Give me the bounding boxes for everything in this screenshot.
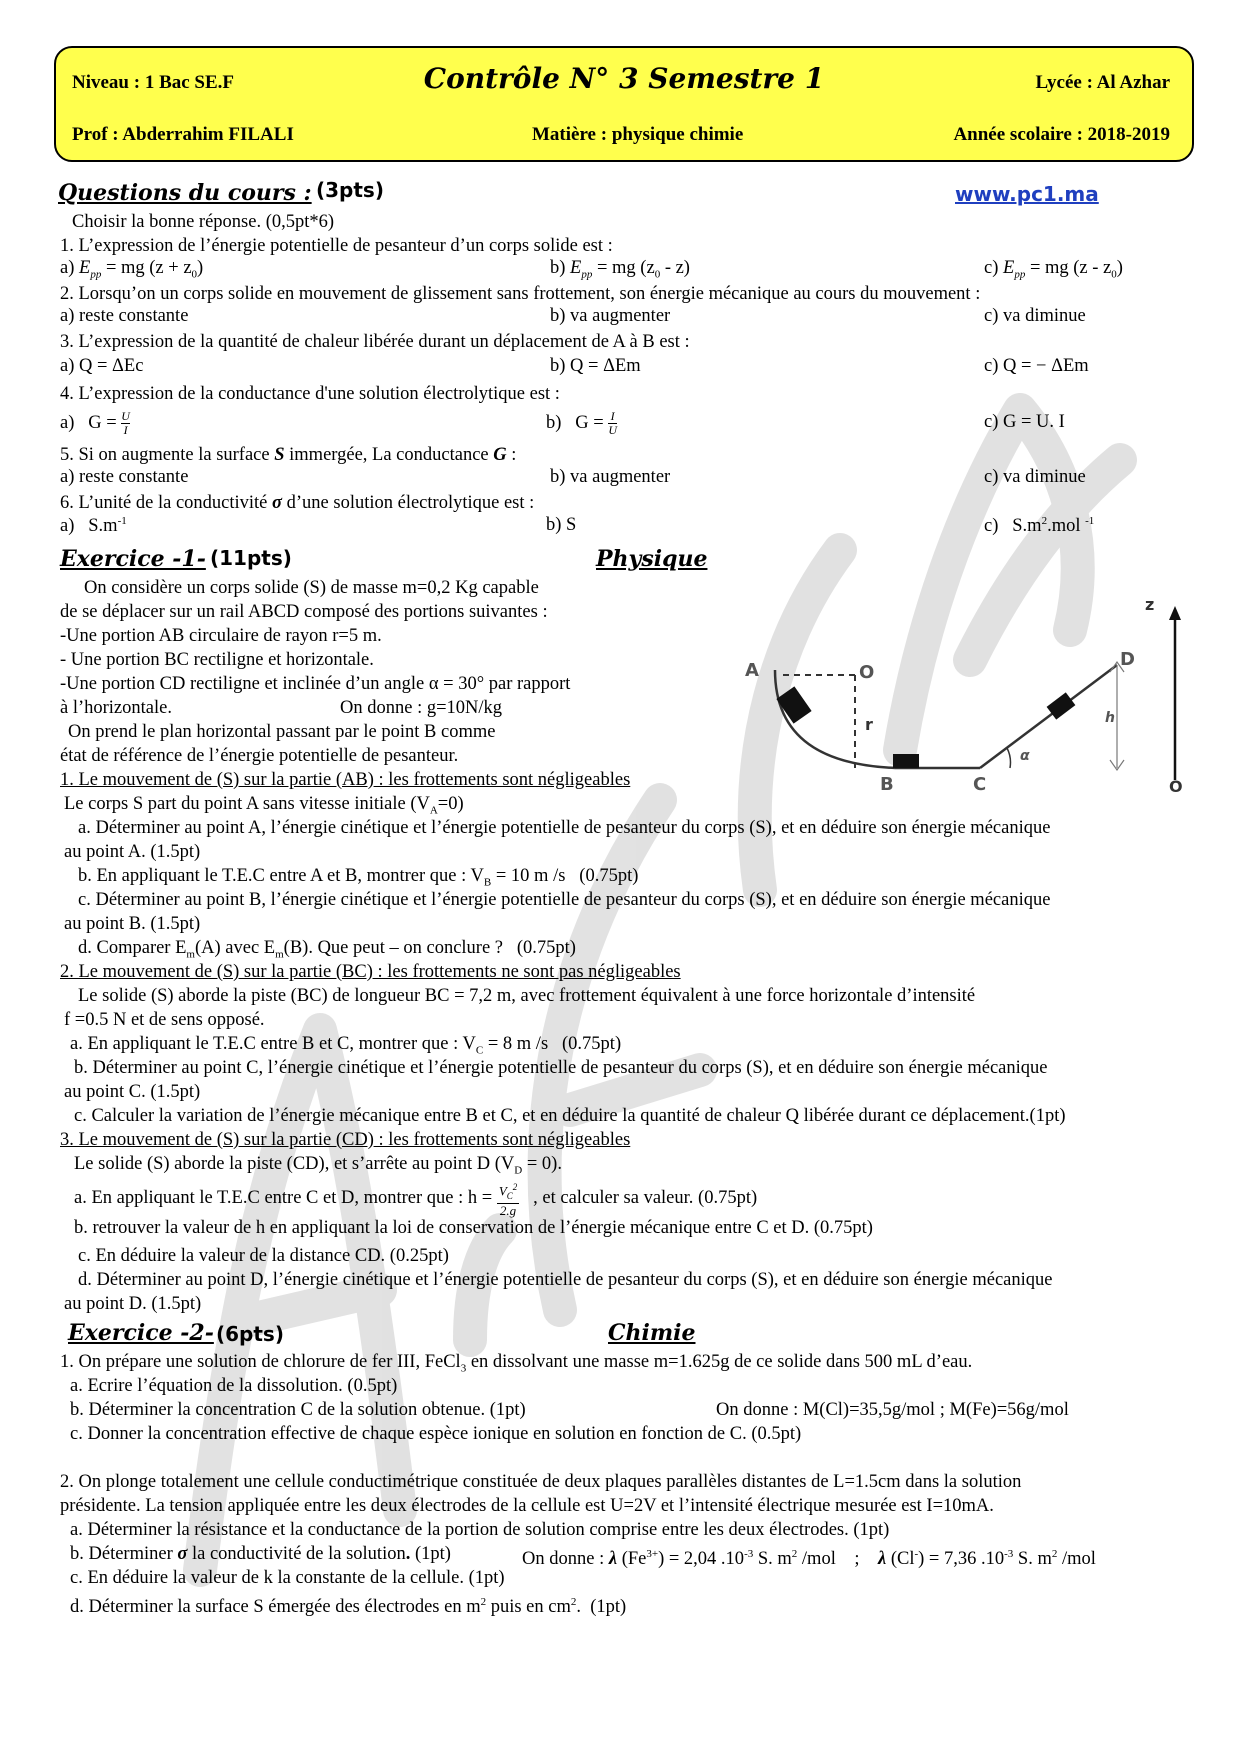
cours-points: (3pts) <box>316 178 384 202</box>
page-title: Contrôle N° 3 Semestre 1 <box>423 62 825 95</box>
ex1-p1a-2: au point A. (1.5pt) <box>64 842 201 862</box>
header-box <box>54 46 1194 162</box>
q2-option-a: a) reste constante <box>60 306 189 326</box>
ex1-p3a: a. En appliquant le T.E.C entre C et D, montrer que : h = $\frac{V_C^2}{2.g}$ , et calculer sa valeur. (0.75pt) <box>74 1182 758 1218</box>
label-z: z <box>1145 595 1155 614</box>
q2-text: 2. Lorsqu’on un corps solide en mouvement de glissement sans frottement, son énergie mécanique au cours du mouvement : <box>60 284 981 304</box>
ex1-part2-intro-1: Le solide (S) aborde la piste (BC) de longueur BC = 7,2 m, avec frottement équivalent à une force horizontale d’intensité <box>78 986 976 1006</box>
ex2-points: (6pts) <box>216 1322 284 1346</box>
lycee-label: Lycée : Al Azhar <box>1035 72 1170 93</box>
ex2-q2a: a. Déterminer la résistance et la conductance de la portion de solution comprise entre les deux électrodes. (1pt) <box>70 1520 890 1540</box>
q4-option-a: a) G = $\frac{U}{I}$ <box>60 409 130 437</box>
label-o: O <box>859 662 875 683</box>
ex1-p2b-2: au point C. (1.5pt) <box>64 1082 201 1102</box>
q2-option-c: c) va diminue <box>984 306 1086 326</box>
q6-option-a: a) $S.m^{-1}$ <box>60 515 127 537</box>
ex2-q2b: b. Déterminer σ la conductivité de la solution. (1pt) <box>70 1544 451 1564</box>
q6-option-b: b) S <box>546 515 577 535</box>
cours-title: Questions du cours : <box>58 180 312 206</box>
label-origin: O <box>1169 777 1183 795</box>
block-bc <box>893 754 919 768</box>
ex1-p1c-2: au point B. (1.5pt) <box>64 914 201 934</box>
segment-cd <box>980 665 1117 768</box>
alpha-arc <box>1007 748 1010 768</box>
q3-text: 3. L’expression de la quantité de chaleur libérée durant un déplacement de A à B est : <box>60 332 690 352</box>
rail-diagram <box>745 590 1205 795</box>
ex1-line-1: On considère un corps solide (S) de masse m=0,2 Kg capable <box>84 578 539 598</box>
q5-option-c: c) va diminue <box>984 467 1086 487</box>
label-alpha: α <box>1020 748 1030 764</box>
matiere-label: Matière : physique chimie <box>532 124 744 145</box>
ex1-part1-intro: Le corps S part du point A sans vitesse initiale $(V_A=0)$ <box>64 794 464 817</box>
q4-option-b: b) G = $\frac{I}{U}$ <box>546 409 618 437</box>
ex2-q1b: b. Déterminer la concentration C de la solution obtenue. (1pt) <box>70 1400 526 1420</box>
label-h: h <box>1105 710 1115 726</box>
website-link[interactable]: www.pc1.ma <box>955 182 1099 206</box>
ex2-q1: 1. On prépare une solution de chlorure de fer III, FeCl$_3$ en dissolvant une masse m=1.625g de ce solide dans 500 mL d’eau. <box>60 1352 973 1375</box>
ex1-subject: Physique <box>596 546 708 572</box>
ex1-part1-title: 1. Le mouvement de (S) sur la partie (AB) : les frottements sont négligeables <box>60 770 631 790</box>
q6-option-c: c) $S.m^2.mol$ $^{-1}$ <box>984 515 1095 537</box>
ex1-p3d-2: au point D. (1.5pt) <box>64 1294 202 1314</box>
q3-option-b: b) Q = ΔEm <box>550 356 641 376</box>
ex2-q2c: c. En déduire la valeur de k la constante de la cellule. (1pt) <box>70 1568 505 1588</box>
ex1-p2c: c. Calculer la variation de l’énergie mécanique entre B et C, et en déduire la quantité de chaleur Q libérée durant ce déplacement.(1pt) <box>74 1106 1066 1126</box>
ex1-part2-title: 2. Le mouvement de (S) sur la partie (BC) : les frottements ne sont pas négligeables <box>60 962 681 982</box>
ex1-part3-intro: Le solide (S) aborde la piste (CD), et s’arrête au point D $(V_D = 0)$. <box>74 1154 562 1177</box>
ex1-p3d-1: d. Déterminer au point D, l’énergie cinétique et l’énergie potentielle de pesanteur du corps (S), et en déduire son énergie mécanique <box>78 1270 1053 1290</box>
q5-option-a: a) reste constante <box>60 467 189 487</box>
annee-label: Année scolaire : 2018-2019 <box>953 124 1170 145</box>
ex1-line-2: de se déplacer sur un rail ABCD composé des portions suivantes : <box>60 602 548 622</box>
ex2-q2-2: présidente. La tension appliquée entre les deux électrodes de la cellule est U=2V et l’intensité électrique mesurée est I=10mA. <box>60 1496 994 1516</box>
ex2-q2-1: 2. On plonge totalement une cellule conductimétrique constituée de deux plaques parallèles distantes de L=1.5cm dans la solution <box>60 1472 1022 1492</box>
ex1-p1b: b. En appliquant le T.E.C entre A et B, montrer que : $V_B = 10$ m /s (0.75pt) <box>78 866 639 889</box>
q4-text: 4. L’expression de la conductance d'une solution électrolytique est : <box>60 384 560 404</box>
q5-text: 5. Si on augmente la surface S immergée, La conductance G : <box>60 445 517 465</box>
q2-option-b: b) va augmenter <box>550 306 671 326</box>
q6-text: 6. L’unité de la conductivité σ d’une solution électrolytique est : <box>60 493 535 513</box>
q3-option-a: a) Q = ΔEc <box>60 356 144 376</box>
ex2-q1b-data: On donne : M(Cl)=35,5g/mol ; M(Fe)=56g/mol <box>716 1400 1069 1420</box>
label-c: C <box>973 774 987 795</box>
ex2-q1a: a. Ecrire l’équation de la dissolution. (0.5pt) <box>70 1376 398 1396</box>
label-a: A <box>745 660 759 681</box>
ex1-line-7: On prend le plan horizontal passant par le point B comme <box>68 722 496 742</box>
ex1-p2a: a. En appliquant le T.E.C entre B et C, montrer que : $V_C = 8$ m /s (0.75pt) <box>70 1034 622 1057</box>
ex1-p1a-1: a. Déterminer au point A, l’énergie cinétique et l’énergie potentielle de pesanteur du corps (S), et en déduire son énergie mécanique <box>78 818 1051 838</box>
ex1-part2-intro-2: f =0.5 N et de sens opposé. <box>64 1010 265 1030</box>
prof-label: Prof : Abderrahim FILALI <box>72 124 294 145</box>
ex1-line-6b: On donne : g=10N/kg <box>340 698 503 718</box>
ex1-p1d: d. Comparer $E_m(A)$ avec $E_m(B)$. Que peut – on conclure ? (0.75pt) <box>78 938 576 961</box>
q1-option-c: c) $E_{pp}$ = mg $(z - z_0)$ <box>984 258 1123 281</box>
ex2-q2b-data: On donne : λ $(Fe^{3+}) = 2,04$ $.10^{-3}$ S. $m^2$ /mol ; λ (Cl-) = 7,36 $.10^{-3}$ S. $m^2$ /mol <box>522 1548 1096 1570</box>
ex1-line-8: état de référence de l’énergie potentielle de pesanteur. <box>60 746 459 766</box>
q1-text: 1. L’expression de l’énergie potentielle de pesanteur d’un corps solide est : <box>60 236 613 256</box>
q5-option-b: b) va augmenter <box>550 467 671 487</box>
block-a <box>776 686 811 723</box>
ex2-subject: Chimie <box>608 1320 696 1346</box>
ex1-p1c-1: c. Déterminer au point B, l’énergie cinétique et l’énergie potentielle de pesanteur du corps (S), et en déduire son énergie mécanique <box>78 890 1051 910</box>
ex1-p3c: c. En déduire la valeur de la distance CD. (0.25pt) <box>78 1246 449 1266</box>
ex1-line-6a: à l’horizontale. <box>60 698 172 718</box>
q1-option-b: b) $E_{pp}$ = mg $(z_0 - z)$ <box>550 258 690 281</box>
cours-instruction: Choisir la bonne réponse. (0,5pt*6) <box>72 212 335 232</box>
ex1-line-3: -Une portion AB circulaire de rayon r=5 m. <box>60 626 382 646</box>
ex1-p3b: b. retrouver la valeur de h en appliquant la loi de conservation de l’énergie mécanique entre C et D. (0.75pt) <box>74 1218 873 1238</box>
label-d: D <box>1120 649 1135 670</box>
q1-option-a: a) $E_{pp}$ = mg $(z + z_0)$ <box>60 258 204 281</box>
niveau-label: Niveau : 1 Bac SE.F <box>72 72 235 93</box>
label-r: r <box>865 715 873 734</box>
ex2-q2d: d. Déterminer la surface S émergée des électrodes en $m^2$ puis en $cm^2$. (1pt) <box>70 1596 627 1618</box>
ex1-p2b-1: b. Déterminer au point C, l’énergie cinétique et l’énergie potentielle de pesanteur du corps (S), et en déduire son énergie mécanique <box>74 1058 1048 1078</box>
q4-option-c: c) G = U. I <box>984 412 1065 432</box>
q3-option-c: c) Q = − ΔEm <box>984 356 1089 376</box>
ex1-title: Exercice -1- <box>60 546 206 572</box>
ex2-title: Exercice -2- <box>68 1320 214 1346</box>
ex2-q1c: c. Donner la concentration effective de chaque espèce ionique en solution en fonction de C. (0.5pt) <box>70 1424 802 1444</box>
ex1-line-5: -Une portion CD rectiligne et inclinée d’un angle α = 30° par rapport <box>60 674 571 694</box>
ex1-line-4: - Une portion BC rectiligne et horizontale. <box>60 650 374 670</box>
ex1-part3-title: 3. Le mouvement de (S) sur la partie (CD) : les frottements sont négligeables <box>60 1130 631 1150</box>
ex1-points: (11pts) <box>210 546 292 570</box>
label-b: B <box>880 774 894 795</box>
